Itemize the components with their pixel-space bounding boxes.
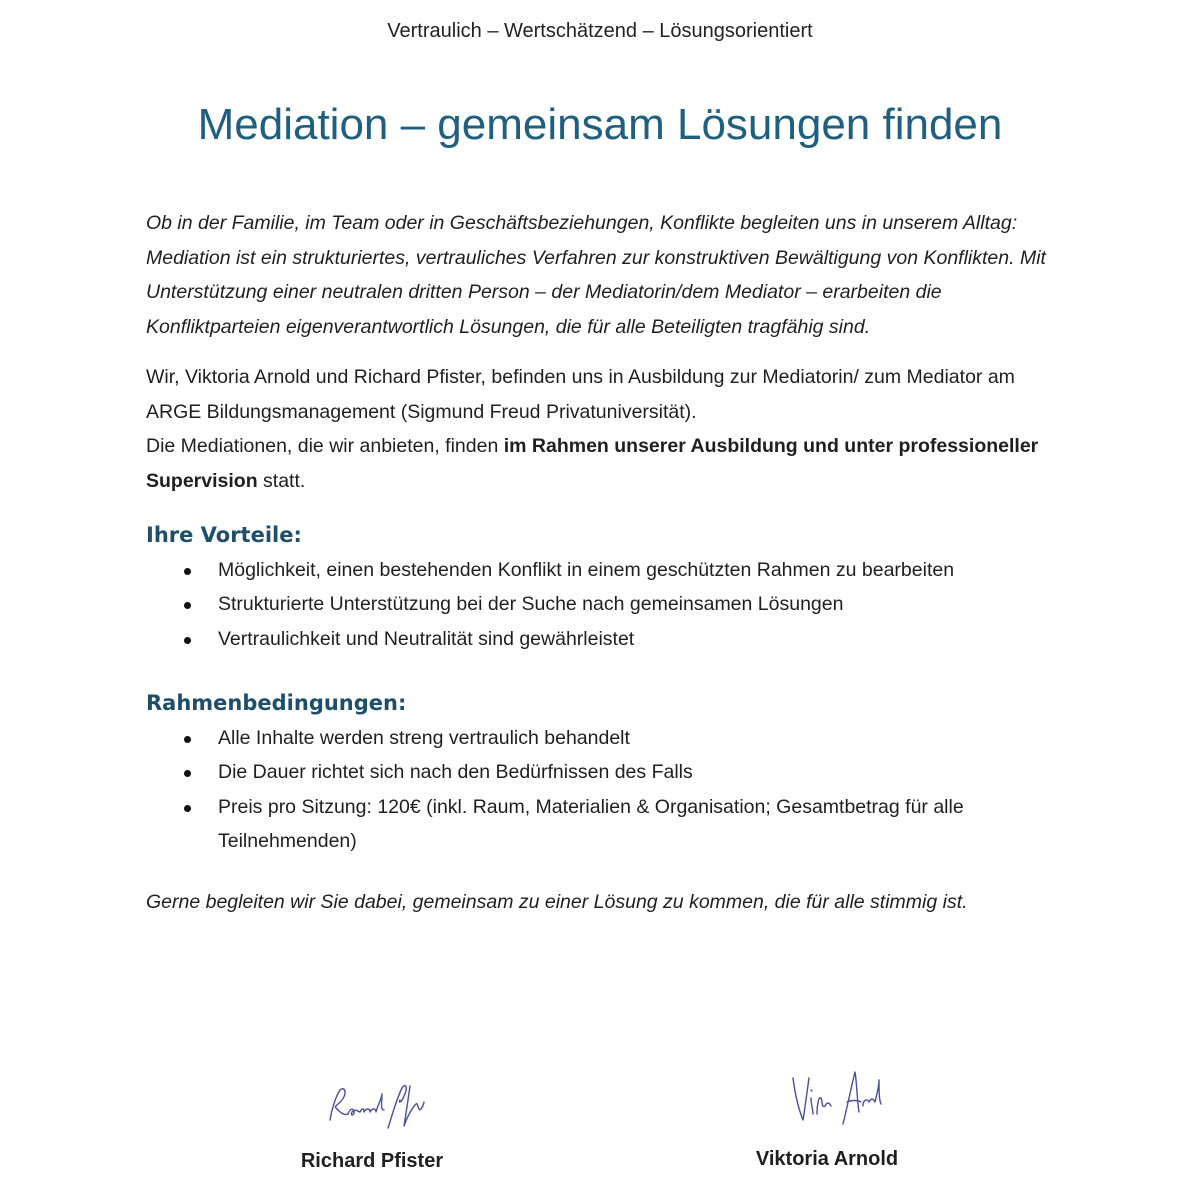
vorteile-heading: Ihre Vorteile: xyxy=(146,523,302,547)
about-paragraph xyxy=(146,360,1051,498)
list-item xyxy=(146,587,1051,622)
list-item xyxy=(146,622,1051,657)
list-item-text: Die Dauer richtet sich nach den Bedürfnissen des Falls xyxy=(218,761,693,783)
list-item xyxy=(146,790,1051,859)
bullet-icon xyxy=(184,568,191,575)
bullet-icon xyxy=(184,736,191,743)
document-body xyxy=(146,206,1051,919)
signature-name-left: Richard Pfister xyxy=(300,1150,444,1172)
list-item xyxy=(146,553,1051,588)
bullet-icon xyxy=(184,637,191,644)
page-title: Mediation – gemeinsam Lösungen finden xyxy=(197,100,1003,149)
list-item-text: Strukturierte Unterstützung bei der Suche nach gemeinsamen Lösungen xyxy=(218,593,844,615)
rahmen-heading: Rahmenbedingungen: xyxy=(146,691,407,715)
list-item xyxy=(146,755,1051,790)
list-item-text: Vertraulichkeit und Neutralität sind gewährleistet xyxy=(218,627,635,650)
signature-name-right: Viktoria Arnold xyxy=(755,1148,899,1170)
bullet-icon xyxy=(184,805,191,812)
signature-block-left xyxy=(272,1070,472,1173)
list-item-text: Alle Inhalte werden streng vertraulich behandelt xyxy=(218,726,630,749)
intro-paragraph: Ob in der Familie, im Team oder in Geschäftsbeziehungen, Konflikte begleiten uns in unserem Alltag: Mediation ist ein strukturiertes, vertrauliches Verfahren zur konstruktiven Bewältigung von Konflikten. Mit Unterstützung einer neutralen dritten Person – der Mediatorin/dem Mediator – erarbeiten die Konfliktparteien eigenverantwortlich Lösungen, die für alle Beteiligten tragfähig sind. xyxy=(146,212,1046,338)
about-line-2-bold: im Rahmen unserer Ausbildung und unter professioneller Supervision xyxy=(146,435,1039,492)
signature-viktoria-arnold-icon xyxy=(747,1058,907,1148)
signature-block-right xyxy=(727,1058,927,1171)
signature-richard-pfister-icon xyxy=(292,1070,452,1150)
list-item-text: Preis pro Sitzung: 120€ (inkl. Raum, Materialien & Organisation; Gesamtbetrag für alle Teilnehmenden) xyxy=(218,795,964,852)
about-line-1: Wir, Viktoria Arnold und Richard Pfister, befinden uns in Ausbildung zur Mediatorin/ zum Mediator am ARGE Bildungsmanagement (Sigmund Freud Privatuniversität). xyxy=(146,366,1015,423)
vorteile-list xyxy=(146,553,1051,657)
tagline: Vertraulich – Wertschätzend – Lösungsorientiert xyxy=(387,20,813,42)
closing-paragraph: Gerne begleiten wir Sie dabei, gemeinsam zu einer Lösung zu kommen, die für alle stimmig ist. xyxy=(146,890,968,913)
rahmen-list xyxy=(146,721,1051,859)
about-line-2-prefix: Die Mediationen, die wir anbieten, finden xyxy=(146,435,504,457)
about-line-2-suffix: statt. xyxy=(257,469,306,492)
bullet-icon xyxy=(184,770,191,777)
list-item-text: Möglichkeit, einen bestehenden Konflikt in einem geschützten Rahmen zu bearbeiten xyxy=(218,558,955,581)
bullet-icon xyxy=(184,602,191,609)
list-item xyxy=(146,721,1051,756)
